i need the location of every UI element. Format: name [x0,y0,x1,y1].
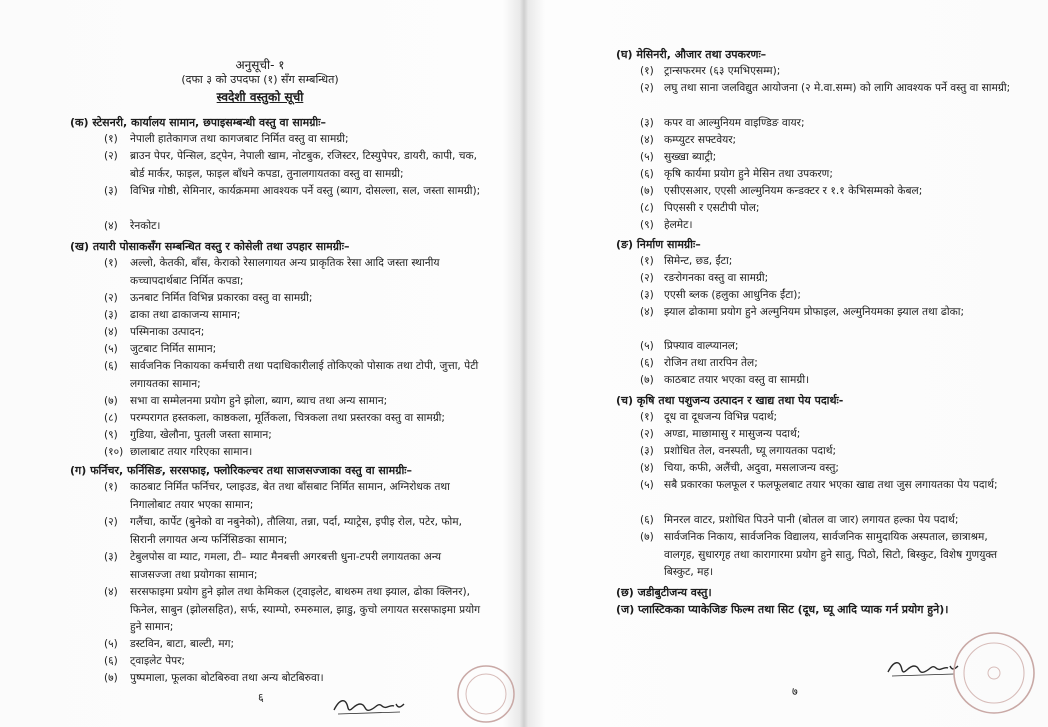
list-heading: स्वदेशी वस्तुको सूची [216,90,304,104]
item-number: (४) [640,306,654,318]
list-item [104,584,484,637]
list-item [640,477,1020,495]
item-text: परम्परागत हस्तकला, काष्ठकला, मूर्तिकला, चित्रकला तथा प्रस्तरका वस्तु वा सामग्री; [130,412,445,424]
item-text: लघु तथा साना जलविद्युत आयोजना (२ मे.वा.सम्म) को लागि आवश्यक पर्ने वस्तु वा सामग्री; [664,82,1011,94]
item-text: कृषि कार्यमा प्रयोग हुने मेसिन तथा उपकरण; [664,168,833,180]
item-number: (१) [640,65,654,77]
list-item [640,426,1020,444]
list-item [104,514,484,549]
item-number: (६) [640,357,654,369]
left-page [0,0,520,727]
item-text: पिएससी र एसटीपी पोल; [664,202,760,214]
item-text: पुष्पमाला, फूलका बोटबिरुवा तथा अन्य बोटबिरुवा। [130,672,324,684]
item-number: (२) [640,82,654,94]
list-item [104,427,484,445]
item-number: (३) [104,551,118,563]
list-item [104,148,484,183]
list-item [640,512,1020,530]
list-item [640,338,1020,356]
item-text: अण्डा, माछामासु र मासुजन्य पदार्थ; [664,428,801,440]
item-text: हेलमेट। [664,219,693,231]
list-item [640,443,1020,461]
list-item [640,253,1020,271]
item-text: नेपाली हातेकागज तथा कागजबाट निर्मित वस्तु वा सामग्री; [130,133,349,145]
list-item [640,115,1020,133]
list-item [104,290,484,308]
list-item [640,355,1020,373]
item-text: प्रशोधित तेल, वनस्पती, घ्यू लगायतका पदार्थ; [664,445,837,457]
section-title: (क) स्टेसनरी, कार्यालय सामान, छपाइसम्बन्धी वस्तु वा सामग्रीः– [70,116,326,129]
item-text: रेनकोट। [130,220,161,232]
item-number: (८) [640,202,654,214]
item-number: (१) [640,411,654,423]
page-number: ६ [258,691,264,704]
item-number: (५) [640,340,654,352]
item-number: (४) [640,462,654,474]
item-text: चिया, कफी, अलैंची, अदुवा, मसलाजन्य वस्तु; [664,462,839,474]
item-number: (३) [640,117,654,129]
item-number: (२) [640,272,654,284]
item-number: (२) [640,428,654,440]
item-text: ढाका तथा ढाकाजन्य सामान; [130,309,241,321]
item-number: (४) [104,326,118,338]
official-stamp [452,660,516,724]
list-item [640,183,1020,201]
list-item [104,670,484,688]
item-text: रोजिन तथा तारपिन तेल; [664,357,758,369]
item-number: (४) [104,586,118,598]
section-title: (ज) प्लास्टिकका प्याकेजिङ फिल्म तथा सिट (दूध, घ्यू आदि प्याक गर्न प्रयोग हुने)। [616,603,949,616]
list-item [640,409,1020,427]
item-number: (६) [104,655,118,667]
list-item [640,529,1020,582]
list-item [104,653,484,671]
item-number: (७) [640,531,654,543]
item-number: (३) [104,309,118,321]
item-text: सभा वा सम्मेलनमा प्रयोग हुने झोला, ब्याग, ब्याच तथा अन्य सामान; [130,395,388,407]
item-number: (२) [104,150,118,162]
item-text: गुडिया, खेलौना, पुतली जस्ता सामान; [130,429,272,441]
item-text: काठबाट तयार भएका वस्तु वा सामग्री। [664,374,810,386]
list-item [104,358,484,393]
item-text: एसीएसआर, एएसी आल्मुनियम कन्डक्टर र १.१ केभिसम्मको केबल; [664,185,923,197]
list-item [104,410,484,428]
list-item [640,63,1020,81]
official-stamp [946,625,1038,717]
item-text: सिमेन्ट, छड, ईंटा; [664,255,733,267]
item-number: (७) [640,185,654,197]
right-page [528,0,1048,727]
item-number: (५) [104,343,118,355]
item-text: विभिन्न गोष्ठी, सेमिनार, कार्यक्रममा आवश्यक पर्ने वस्तु (ब्याग, दोसल्ला, सल, जस्ता सामग्री); [130,185,481,197]
item-number: (१) [104,481,118,493]
item-text: काठबाट निर्मित फर्निचर, प्लाइउड, बेत तथा बाँसबाट निर्मित सामान, अग्निरोधक तथा निगालोबाट तयार भएका सामान; [130,481,450,511]
list-item [640,149,1020,167]
section-title: (छ) जडीबुटीजन्य वस्तु। [616,586,712,599]
list-item [640,372,1020,390]
item-number: (६) [640,168,654,180]
item-number: (३) [104,185,118,197]
item-number: (२) [104,516,118,528]
list-item [104,479,484,514]
list-item [104,324,484,342]
item-number: (६) [640,514,654,526]
item-number: (४) [640,134,654,146]
list-item [104,307,484,325]
item-text: पस्मिनाका उत्पादन; [130,326,205,338]
item-text: एएसी ब्लक (हलुका आधुनिक ईंटा); [664,289,801,301]
item-number: (४) [104,220,118,232]
item-text: सबै प्रकारका फलफूल र फलफूलबाट तयार भएका खाद्य तथा जुस लगायतका पेय पदार्थ; [664,479,998,491]
item-text: सार्वजनिक निकाय, सार्वजनिक विद्यालय, सार्वजनिक सामुदायिक अस्पताल, छात्राश्रम, वालगृह, सुधारगृह तथा कारागारमा प्रयोग हुने सातु, पिठो, सिटो, बिस्कुट, विशेष गुणयुक्त बिस्कुट, मह। [664,531,998,578]
item-text: ब्राउन पेपर, पेन्सिल, डट्पेन, नेपाली खाम, नोटबुक, रजिस्टर, टिस्युपेपर, डायरी, कापी, चक, बोर्ड मार्कर, फाइल, फाइल बाँधने कपडा, तुनालगायतका वस्तु वा सामग्री; [130,150,478,180]
item-text: सार्वजनिक निकायका कर्मचारी तथा पदाधिकारीलाई तोकिएको पोसाक तथा टोपी, जुत्ता, पेटी लगायतका सामान; [130,360,479,390]
item-text: ऊनबाट निर्मित विभिन्न प्रकारका वस्तु वा सामग्री; [130,292,313,304]
schedule-title: अनुसूची- १ [235,58,285,72]
item-text: गलैंचा, कार्पेट (बुनेको वा नबुनेको), तौलिया, तन्ना, पर्दा, म्याट्रेस, इपीइ रोल, पटेर, फोम, सिरानी लगायत अन्य फर्निसिङका सामान; [130,516,462,546]
list-item [640,217,1020,235]
list-item [640,460,1020,478]
item-text: ट्वाइलेट पेपर; [130,655,186,667]
item-text: डस्टविन, बाटा, बाल्टी, मग; [130,638,235,650]
section-title: (ङ) निर्माण सामग्रीः– [616,238,701,251]
item-text: अल्लो, केतकी, बाँस, केराको रेसालगायत अन्य प्राकृतिक रेसा आदि जस्ता स्थानीय कच्चापदार्थबाट निर्मित कपडा; [130,257,440,287]
list-item [640,304,1020,322]
item-text: सरसफाइमा प्रयोग हुने झोल तथा केमिकल (ट्वाइलेट, बाथरुम तथा झ्याल, ढोका क्लिनर), फिनेल, साबुन (झोलसहित), सर्फ, स्याम्पो, रुमरुमाल, झाडु, कुचो लगायत सरसफाइमा प्रयोग हुने सामान; [130,586,481,633]
item-number: (१०) [104,446,124,458]
list-item [104,393,484,411]
list-item [104,549,484,584]
list-item [640,80,1020,98]
list-item [640,166,1020,184]
item-text: सुख्खा ब्याट्री; [664,151,717,163]
item-text: छालाबाट तयार गरिएका सामान। [130,446,253,458]
section-title: (च) कृषि तथा पशुजन्य उत्पादन र खाद्य तथा पेय पदार्थः- [616,394,844,407]
item-number: (५) [640,479,654,491]
item-number: (५) [640,151,654,163]
item-number: (७) [104,672,118,684]
item-number: (९) [640,219,654,231]
list-item [104,255,484,290]
item-number: (२) [104,292,118,304]
item-text: जुटबाट निर्मित सामान; [130,343,217,355]
item-text: मिनरल वाटर, प्रशोधित पिउने पानी (बोतल वा जार) लगायत हल्का पेय पदार्थ; [664,514,959,526]
list-item [640,287,1020,305]
page-number: ७ [792,685,798,698]
item-number: (१) [104,133,118,145]
list-item [104,341,484,359]
section-title: (ग) फर्निचर, फर्निसिङ, सरसफाइ, फ्लोरिकल्चर तथा साजसज्जाका वस्तु वा सामग्रीः– [70,464,413,477]
item-text: कम्प्युटर सफ्टवेयर; [664,134,737,146]
item-text: टेबुलपोस वा म्याट, गमला, टी– म्याट मैनबत्ती अगरबत्ती धुना-टपरी लगायतका अन्य साजसज्जा तथा प्रयोगका सामान; [130,551,442,581]
list-item [104,131,484,149]
list-item [104,218,484,236]
item-number: (८) [104,412,118,424]
item-number: (६) [104,360,118,372]
item-text: दूध वा दूधजन्य विभिन्न पदार्थ; [664,411,778,423]
item-text: प्रिफ्याव वाल्प्यानल; [664,340,739,352]
signature-mark [330,692,410,720]
list-item [640,270,1020,288]
section-title: (ख) तयारी पोसाकसँग सम्बन्धित वस्तु र कोसेली तथा उपहार सामग्रीः– [70,240,350,253]
list-item [104,444,484,462]
item-text: ट्रान्सफरमर (६३ एमभिएसम्म); [664,65,781,77]
item-text: झ्याल ढोकामा प्रयोग हुने अल्मुनियम प्रोफाइल, अल्मुनियमका झ्याल तथा ढोका; [664,306,965,318]
item-number: (९) [104,429,118,441]
list-item [640,200,1020,218]
item-number: (७) [104,395,118,407]
schedule-subtitle: (दफा ३ को उपदफा (१) सँग सम्बन्धित) [181,73,339,86]
item-number: (१) [104,257,118,269]
item-number: (३) [640,445,654,457]
item-number: (३) [640,289,654,301]
list-item [640,132,1020,150]
item-number: (७) [640,374,654,386]
item-text: कपर वा आल्मुनियम वाइण्डिङ वायर; [664,117,805,129]
item-text: रङरोगनका वस्तु वा सामग्री; [664,272,769,284]
list-item [104,636,484,654]
item-number: (१) [640,255,654,267]
section-title: (घ) मेसिनरी, औजार तथा उपकरणः– [616,48,767,61]
list-item [104,183,484,201]
item-number: (५) [104,638,118,650]
